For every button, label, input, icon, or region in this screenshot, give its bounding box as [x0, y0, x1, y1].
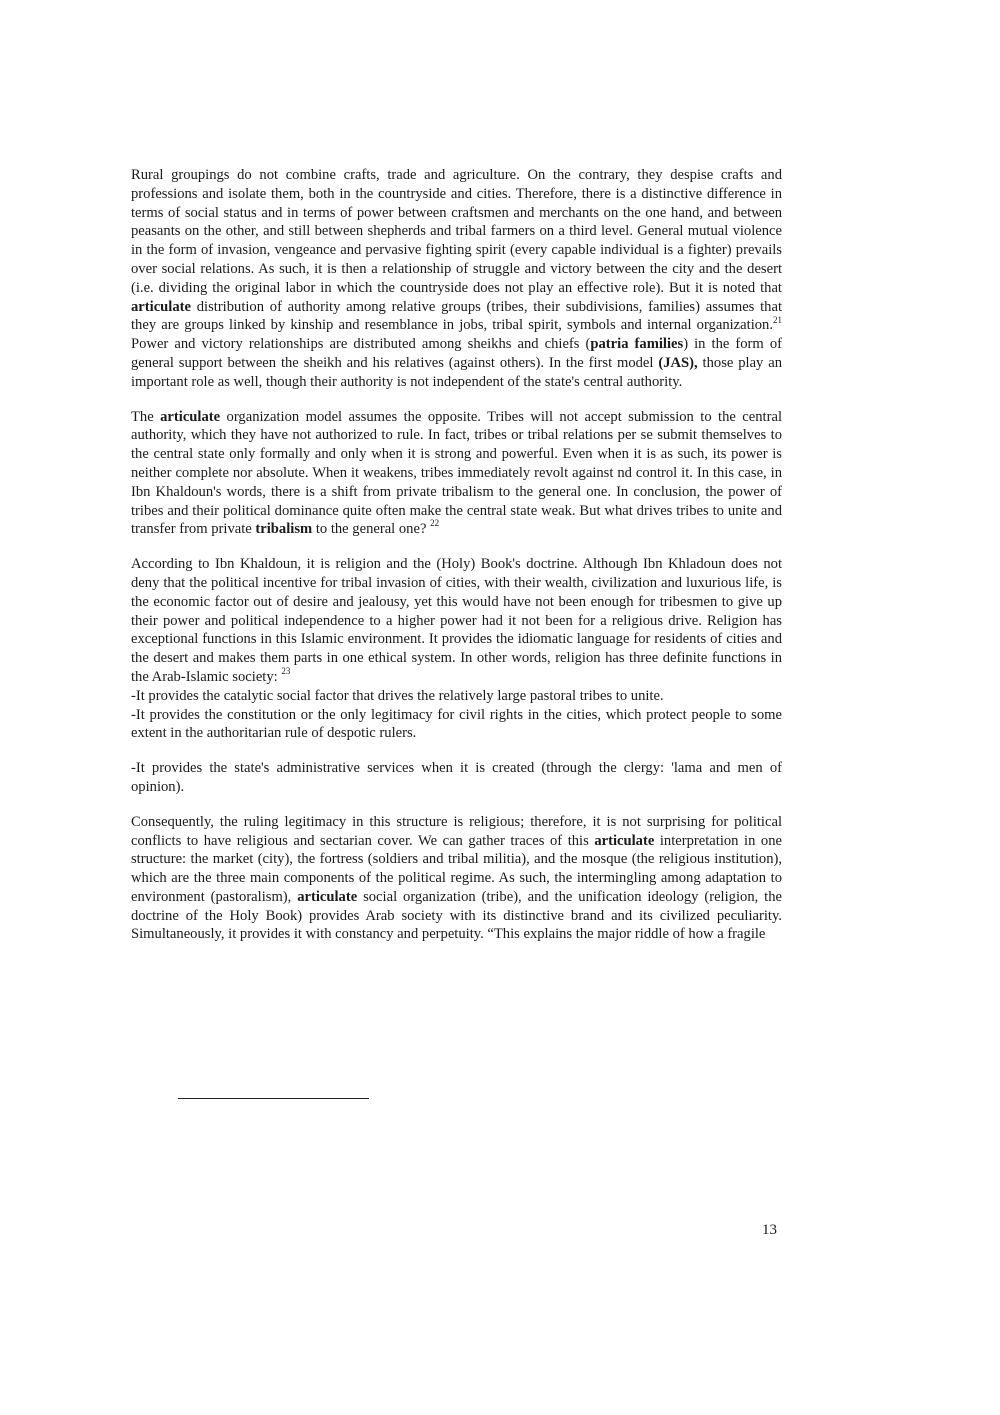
footnote-ref: 21 [773, 314, 782, 325]
list-item-2: -It provides the constitution or the only legitimacy for civil rights in the cities, which protect people to some extent in the authoritarian rule of despotic rulers. [131, 706, 782, 742]
text-run: to the general one? [312, 521, 431, 538]
bold-term: articulate [160, 408, 221, 425]
text-run: organization model assumes the opposite. Tribes will not accept submission to the central authority, which they have not authorized to rule. In fact, tribes or tribal relations per se submit themselves to the central state only formally and only when it is strong and powerful. Even when it is as such, its power is neither complete nor absolute. When it weakens, tribes immediately revolt against nd control it. In this case, in Ibn Khaldoun's words, there is a shift from private tribalism to the general one. In conclusion, the power of tribes and their political dominance quite often make the central state weak. But what drives tribes to unite and transfer from private [131, 408, 783, 538]
text-run: Power and victory relationships are distributed among sheikhs and chiefs ( [131, 336, 591, 353]
paragraph-3 [131, 555, 782, 687]
bold-term: tribalism [255, 521, 313, 538]
text-run: Consequently, the ruling legitimacy in this structure is religious; therefore, it is not surprising for political conflicts to have religious and sectarian cover. We can gather traces of this [131, 813, 782, 849]
paragraph-1 [131, 166, 782, 392]
page-number: 13 [762, 1222, 777, 1238]
bold-term: articulate [297, 888, 358, 905]
text-run: distribution of authority among relative groups (tribes, their subdivisions, families) assumes that they are groups linked by kinship and resemblance in jobs, tribal spirit, symbols and internal organization. [131, 298, 782, 334]
list-item-3: -It provides the state's administrative services when it is created (through the clergy: 'lama and men of opinion). [131, 760, 782, 795]
footnote-separator [178, 1098, 369, 1099]
footnote-ref: 22 [430, 518, 440, 529]
paragraph-2 [131, 408, 782, 540]
text-run: ) in the form of general support between the sheikh and his relatives (against others). In the first model [131, 336, 782, 371]
paragraph-7 [131, 813, 782, 945]
list-item-1: -It provides the catalytic social factor that drives the relatively large pastoral tribes to unite. [131, 687, 664, 704]
text-run: social organization (tribe), and the unification ideology (religion, the doctrine of the Holy Book) provides Arab society with its distinctive brand and its civilized peculiarity. Simultaneously, it provides it with constancy and perpetuity. “This explains the major riddle of how a fragile [131, 888, 782, 943]
text-run: Rural groupings do not combine crafts, trade and agriculture. On the contrary, they despise crafts and professions and isolate them, both in the countryside and cities. Therefore, there is a distinctive difference in terms of social status and in terms of power between craftsmen and merchants on the one hand, and between peasants on the other, and still between shepherds and tribal farmers on a third level. General mutual violence in the form of invasion, vengeance and pervasive fighting spirit (every capable individual is a fighter) prevails over social relations. As such, it is then a relationship of struggle and victory between the city and the desert (i.e. dividing the original labor in which the countryside does not play an effective role). But it is noted that [131, 167, 782, 296]
text-run: The [131, 408, 161, 425]
bold-term: (JAS), [658, 354, 698, 371]
bold-term: patria families [590, 336, 684, 353]
text-run: those play an important role as well, though their authority is not independent of the state's central authority. [131, 354, 782, 390]
bold-term: articulate [594, 832, 655, 849]
text-run: According to Ibn Khaldoun, it is religion and the (Holy) Book's doctrine. Although Ibn Khladoun does not deny that the political incentive for tribal invasion of cities, with their wealth, civilization and luxurious life, is the economic factor out of desire and jealousy, yet this would have not been enough for tribesmen to give up their power and political independence to a higher power had it not been for a religious drive. Religion has exceptional functions in this Islamic environment. It provides the idiomatic language for residents of cities and the desert and makes them parts in one ethical system. In other words, religion has three definite functions in the Arab-Islamic society: [131, 556, 782, 685]
footnote-ref: 23 [281, 666, 291, 677]
document-body [131, 166, 782, 944]
bold-term: articulate [131, 298, 191, 315]
text-run: interpretation in one structure: the market (city), the fortress (soldiers and tribal militia), and the mosque (the religious institution), which are the three main components of the political regime. As such, the intermingling among adaptation to environment (pastoralism), [131, 832, 782, 905]
